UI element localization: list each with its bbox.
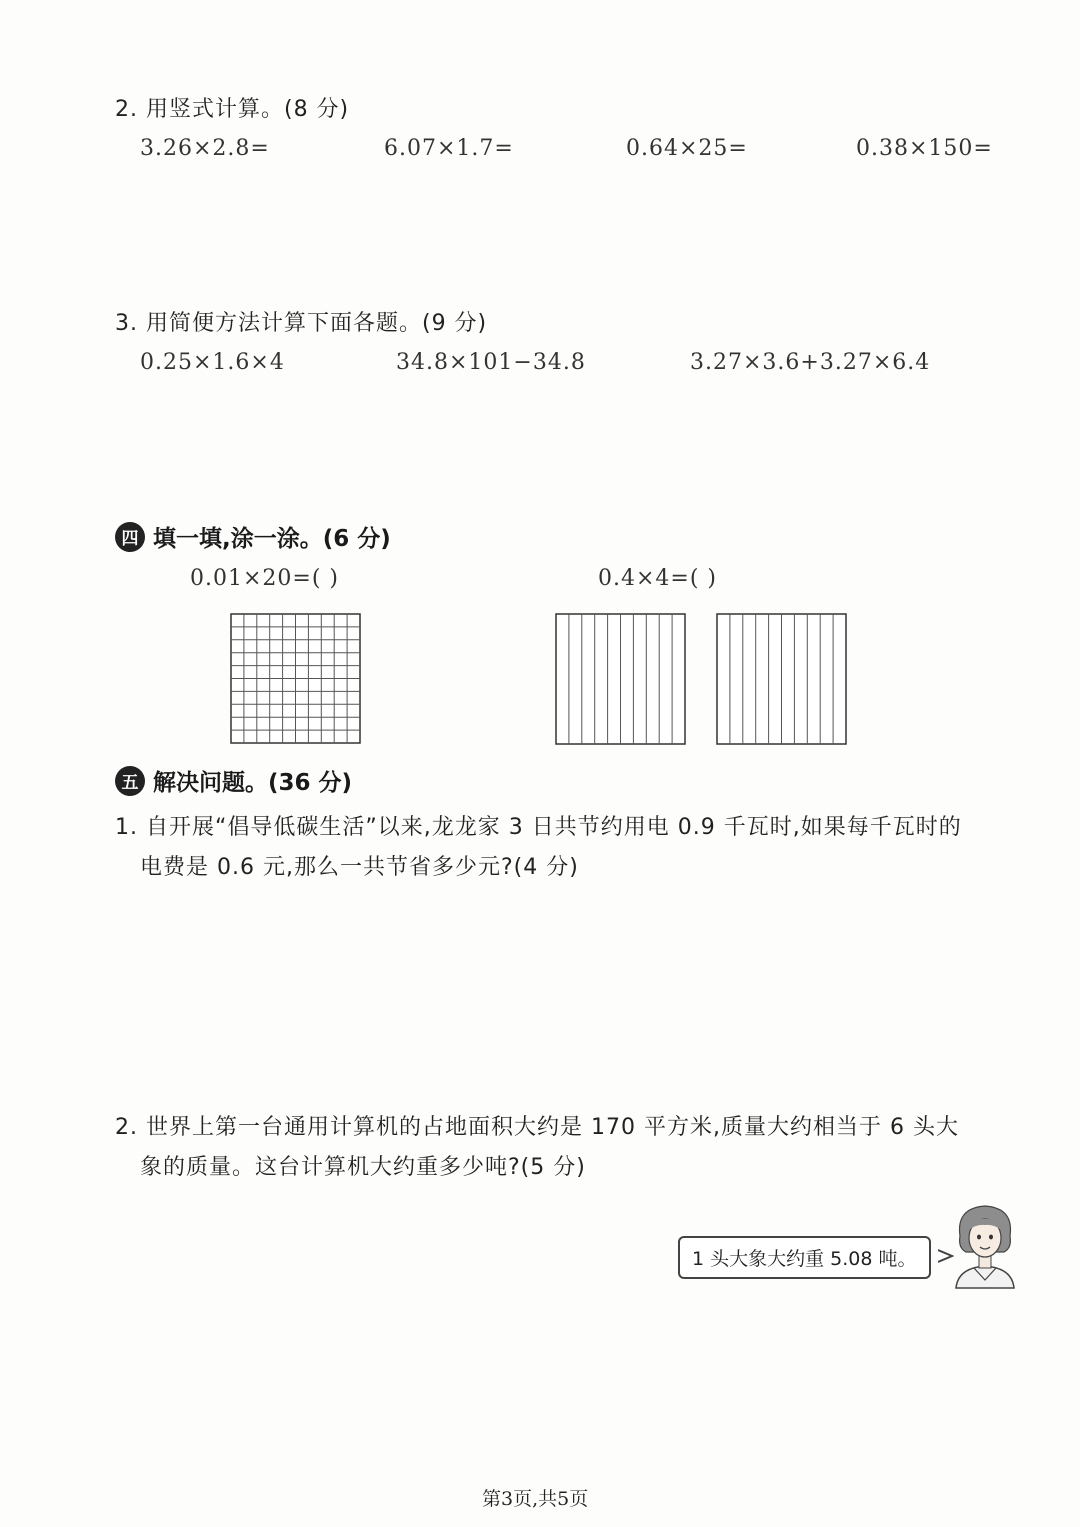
section4-badge: 四 [115, 522, 145, 552]
section4-expr-2: 0.4×4=( ) [598, 566, 718, 591]
section5-badge: 五 [115, 766, 145, 796]
q2-item-3: 0.64×25= [626, 136, 748, 161]
problem-1-line-2: 电费是 0.6 元,那么一共节省多少元?(4 分) [140, 855, 579, 880]
problem-2-line-2: 象的质量。这台计算机大约重多少吨?(5 分) [140, 1155, 586, 1180]
q3-item-1: 0.25×1.6×4 [140, 350, 285, 375]
q2-item-4: 0.38×150= [856, 136, 993, 161]
hundred-grid[interactable] [230, 613, 362, 745]
q2-item-1: 3.26×2.8= [140, 136, 270, 161]
section4-heading [115, 520, 391, 553]
problem-2-line-1: 2. 世界上第一台通用计算机的占地面积大约是 170 平方米,质量大约相当于 6 头大 [115, 1115, 959, 1140]
tenths-strip-grid-2[interactable] [716, 613, 848, 746]
section4-expr-1: 0.01×20=( ) [190, 566, 340, 591]
tenths-strip-grid-1[interactable] [555, 613, 687, 746]
q3-title: 3. 用简便方法计算下面各题。(9 分) [115, 311, 488, 336]
section5-title: 解决问题。(36 分) [153, 770, 353, 796]
hint-speech-bubble: 1 头大象大约重 5.08 吨。 [678, 1236, 931, 1279]
problem-1-line-1: 1. 自开展“倡导低碳生活”以来,龙龙家 3 日共节约用电 0.9 千瓦时,如果每千瓦时的 [115, 815, 962, 840]
q2-title: 2. 用竖式计算。(8 分) [115, 97, 350, 122]
q3-item-3: 3.27×3.6+3.27×6.4 [690, 350, 931, 375]
q2-item-2: 6.07×1.7= [384, 136, 514, 161]
q3-item-2: 34.8×101−34.8 [396, 350, 586, 375]
page-footer: 第3页,共5页 [482, 1488, 589, 1510]
teacher-avatar [950, 1200, 1020, 1290]
section4-title: 填一填,涂一涂。(6 分) [153, 526, 391, 552]
section5-heading [115, 764, 352, 797]
